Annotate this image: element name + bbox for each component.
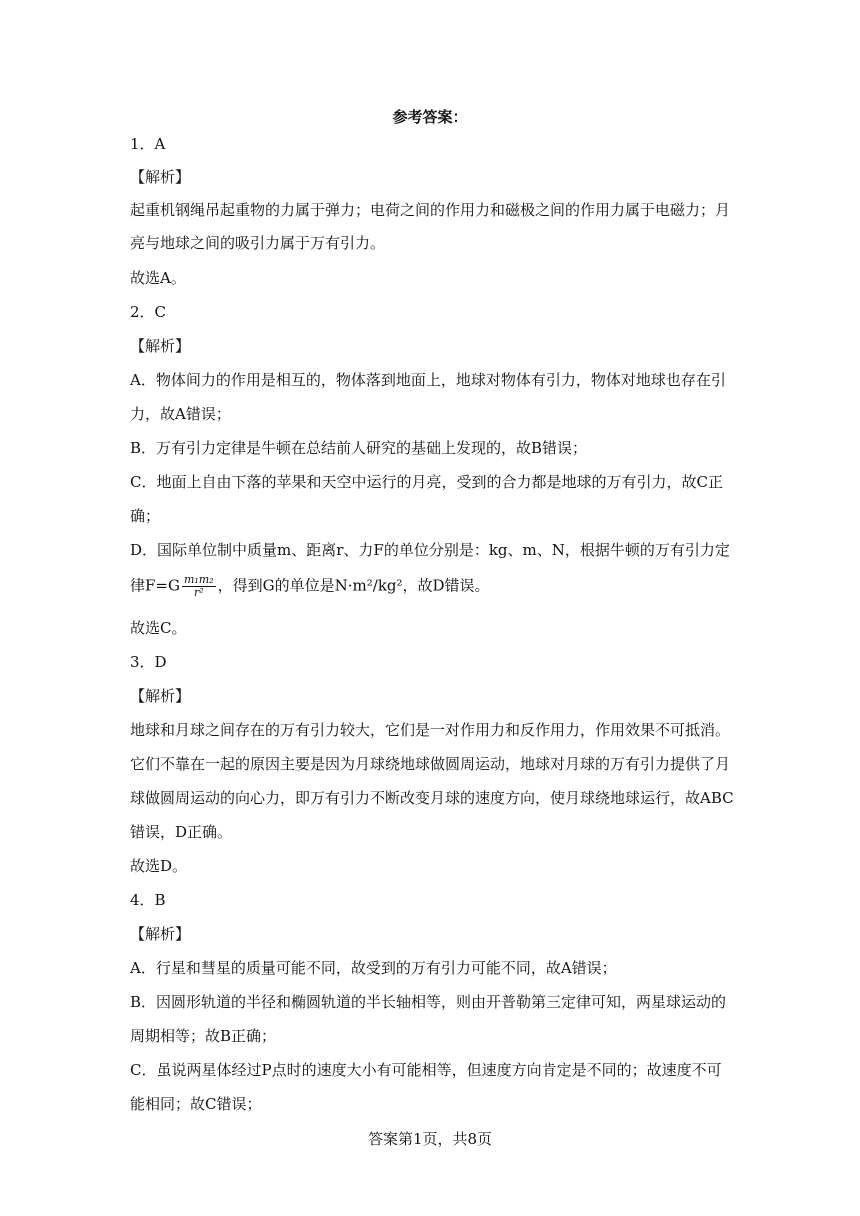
conclusion-1: 故选A。 xyxy=(130,269,186,287)
formula-prefix: 律F=G xyxy=(130,576,180,595)
answer-2: 2．C xyxy=(130,303,167,321)
analysis-2-d-line-1: D．国际单位制中质量m、距离r、力F的单位分别是：kg、m、N，根据牛顿的万有引力定 xyxy=(130,541,730,559)
analysis-2-a-line-1: A．物体间力的作用是相互的，物体落到地面上，地球对物体有引力，物体对地球也存在引 xyxy=(130,371,726,389)
answer-1: 1．A xyxy=(130,135,166,153)
analysis-4-b-line-1: B．因圆形轨道的半径和椭圆轨道的半长轴相等，则由开普勒第三定律可知，两星球运动的 xyxy=(130,993,727,1011)
answer-4: 4．B xyxy=(130,891,166,909)
analysis-3-line-2: 它们不靠在一起的原因主要是因为月球绕地球做圆周运动，地球对月球的万有引力提供了月 xyxy=(130,755,731,773)
analysis-1-line-2: 亮与地球之间的吸引力属于万有引力。 xyxy=(130,234,386,252)
answer-3: 3．D xyxy=(130,653,167,671)
gravitation-fraction xyxy=(182,574,216,599)
analysis-1-line-1: 起重机钢绳吊起重物的力属于弹力；电荷之间的作用力和磁极之间的作用力属于电磁力；月 xyxy=(130,201,731,219)
conclusion-3: 故选D。 xyxy=(130,857,188,875)
formula-suffix: ，得到G的单位是N·m²/kg²，故D错误。 xyxy=(217,576,490,595)
analysis-2-a-line-2: 力，故A错误； xyxy=(130,405,231,423)
analysis-2-c-line-1: C．地面上自由下落的苹果和天空中运行的月亮，受到的合力都是地球的万有引力，故C正 xyxy=(130,473,723,491)
analysis-3-line-3: 球做圆周运动的向心力，即万有引力不断改变月球的速度方向，使月球绕地球运行，故ABC xyxy=(130,789,734,807)
conclusion-2: 故选C。 xyxy=(130,619,187,637)
analysis-2-b: B．万有引力定律是牛顿在总结前人研究的基础上发现的，故B错误； xyxy=(130,439,588,457)
analysis-heading-1: 【解析】 xyxy=(130,168,191,186)
analysis-heading-4: 【解析】 xyxy=(130,925,191,943)
analysis-4-c-line-2: 能相同；故C错误； xyxy=(130,1095,262,1113)
analysis-3-line-1: 地球和月球之间存在的万有引力较大，它们是一对作用力和反作用力，作用效果不可抵消。 xyxy=(130,721,731,739)
analysis-3-line-4: 错误，D正确。 xyxy=(130,823,233,841)
page-title: 参考答案： xyxy=(392,108,468,126)
analysis-4-a: A．行星和彗星的质量可能不同，故受到的万有引力可能不同，故A错误； xyxy=(130,959,617,977)
analysis-4-c-line-1: C．虽说两星体经过P点时的速度大小有可能相等，但速度方向肯定是不同的；故速度不可 xyxy=(130,1061,722,1079)
analysis-4-b-line-2: 周期相等；故B正确； xyxy=(130,1027,277,1045)
analysis-2-c-line-2: 确； xyxy=(130,507,161,525)
fraction-denominator: r² xyxy=(193,586,204,599)
page-footer: 答案第1页，共8页 xyxy=(367,1130,493,1148)
fraction-numerator: m₁m₂ xyxy=(183,573,214,586)
analysis-2-d-line-2 xyxy=(130,574,490,599)
analysis-heading-3: 【解析】 xyxy=(130,687,191,705)
analysis-heading-2: 【解析】 xyxy=(130,337,191,355)
